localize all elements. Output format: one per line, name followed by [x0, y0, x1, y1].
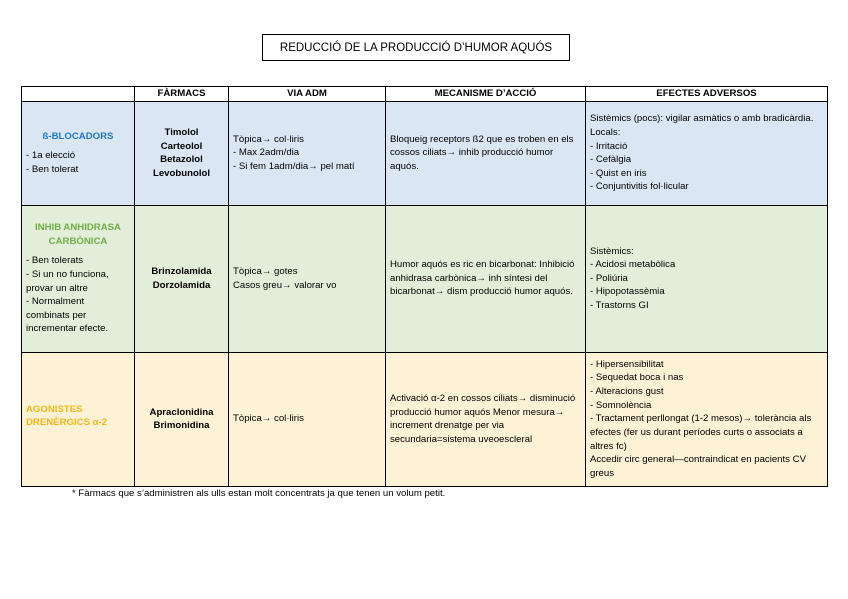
mechanism-cell: Bloqueig receptors ß2 que es troben en els cossos ciliats→ inhib producció humor aquós. — [386, 101, 586, 205]
effect-line: - Irritació — [590, 140, 628, 152]
effects-cell — [586, 352, 828, 486]
header-category — [22, 87, 135, 102]
via-cell — [229, 352, 386, 486]
drug-name: Betazolol — [160, 154, 203, 166]
effect-line: - Sequedat boca i nas — [590, 372, 684, 384]
effect-line: Locals: — [590, 126, 621, 138]
category-name: INHIB ANHIDRASA CARBÒNICA — [35, 222, 121, 247]
effect-line: - Somnolència — [590, 399, 652, 411]
effects-cell — [586, 101, 828, 205]
drug-name: Timolol — [164, 126, 199, 138]
drug-name: Brimonidina — [153, 420, 210, 432]
table-row — [22, 205, 828, 352]
via-line: - Si fem 1adm/dia→ pel matí — [233, 160, 355, 172]
effect-line: - Hipopotassèmia — [590, 286, 665, 298]
effect-line: - Quist en iris — [590, 167, 647, 179]
via-line: Casos greu→ valorar vo — [233, 279, 337, 291]
category-cell — [22, 352, 135, 486]
effect-line: - Alteracions gust — [590, 386, 664, 398]
drug-name: Brinzolamida — [151, 266, 212, 277]
drug-name: Apraclonidina — [149, 406, 214, 418]
effect-line: - Trastorns GI — [590, 300, 649, 312]
note-line: - Ben tolerat — [26, 163, 79, 175]
drug-name: Carteolol — [160, 140, 203, 152]
header-effects: EFECTES ADVERSOS — [586, 87, 828, 102]
mechanism-cell: Humor aquós es ric en bicarbonat: Inhibició anhidrasa carbònica→ inh síntesi del bicarbonat→ dism producció humor aquós. — [386, 205, 586, 352]
drug-name: Levobunolol — [152, 167, 211, 179]
category-cell — [22, 101, 135, 205]
via-cell — [229, 101, 386, 205]
effect-line: - Hipersensibilitat — [590, 358, 664, 370]
note-line: - Normalment combinats per incrementar efecte. — [26, 296, 109, 335]
via-line: Tòpica→ gotes — [233, 266, 298, 277]
footnote: * Fàrmacs que s’administren als ulls estan molt concentrats ja que tenen un volum petit. — [72, 488, 446, 499]
note-line: - Ben tolerats — [26, 255, 84, 267]
document-title — [262, 34, 570, 61]
drugs-cell — [135, 352, 229, 486]
category-cell — [22, 205, 135, 352]
category-name: AGONISTES DRENÈRGICS α-2 — [26, 403, 108, 429]
via-line: Tòpica→ col·liris — [233, 133, 304, 145]
effect-line: - Acidosi metabòlica — [590, 259, 676, 271]
effect-line: - Cefàlgia — [590, 154, 632, 166]
via-line: - Max 2adm/dia — [233, 147, 300, 159]
note-line: - 1a elecció — [26, 150, 76, 162]
effects-cell — [586, 205, 828, 352]
header-mechanism: MECANISME D’ACCIÓ — [386, 87, 586, 102]
table-row — [22, 101, 828, 205]
document-title-text: REDUCCIÓ DE LA PRODUCCIÓ D’HUMOR AQUÓS — [279, 41, 553, 54]
drug-name: Dorzolamida — [152, 279, 211, 291]
effect-line: Sistèmics: — [590, 245, 634, 257]
via-line: Tòpica→ col·liris — [233, 413, 304, 425]
drugs-cell — [135, 101, 229, 205]
effect-line: Sistèmics (pocs): vigilar asmàtics o amb bradicàrdia. — [590, 113, 814, 125]
effect-line: - Conjuntivitis fol·licular — [590, 181, 689, 193]
note-line: - Si un no funciona, provar un altre — [26, 269, 109, 294]
via-cell — [229, 205, 386, 352]
effect-line: Accedir circ general—contraindicat en pacients CV greus — [590, 454, 806, 479]
header-via: VIA ADM — [229, 87, 386, 102]
header-drugs: FÀRMACS — [135, 87, 229, 102]
table-row — [22, 352, 828, 486]
drugs-cell — [135, 205, 229, 352]
mechanism-cell: Activació α-2 en cossos ciliats→ disminució producció humor aquós Menor mesura→ increment drenatge per via secundaria=sistema uveoescleral — [386, 352, 586, 486]
effect-line: - Tractament perllongat (1-2 mesos)→ tolerància als efectes (fer us durant períodes curts o associats a altres fc) — [590, 413, 812, 452]
effect-line: - Poliúria — [590, 272, 628, 284]
category-name: ß-BLOCADORS — [42, 130, 114, 142]
drug-table — [21, 86, 828, 487]
table-header-row — [22, 87, 828, 102]
